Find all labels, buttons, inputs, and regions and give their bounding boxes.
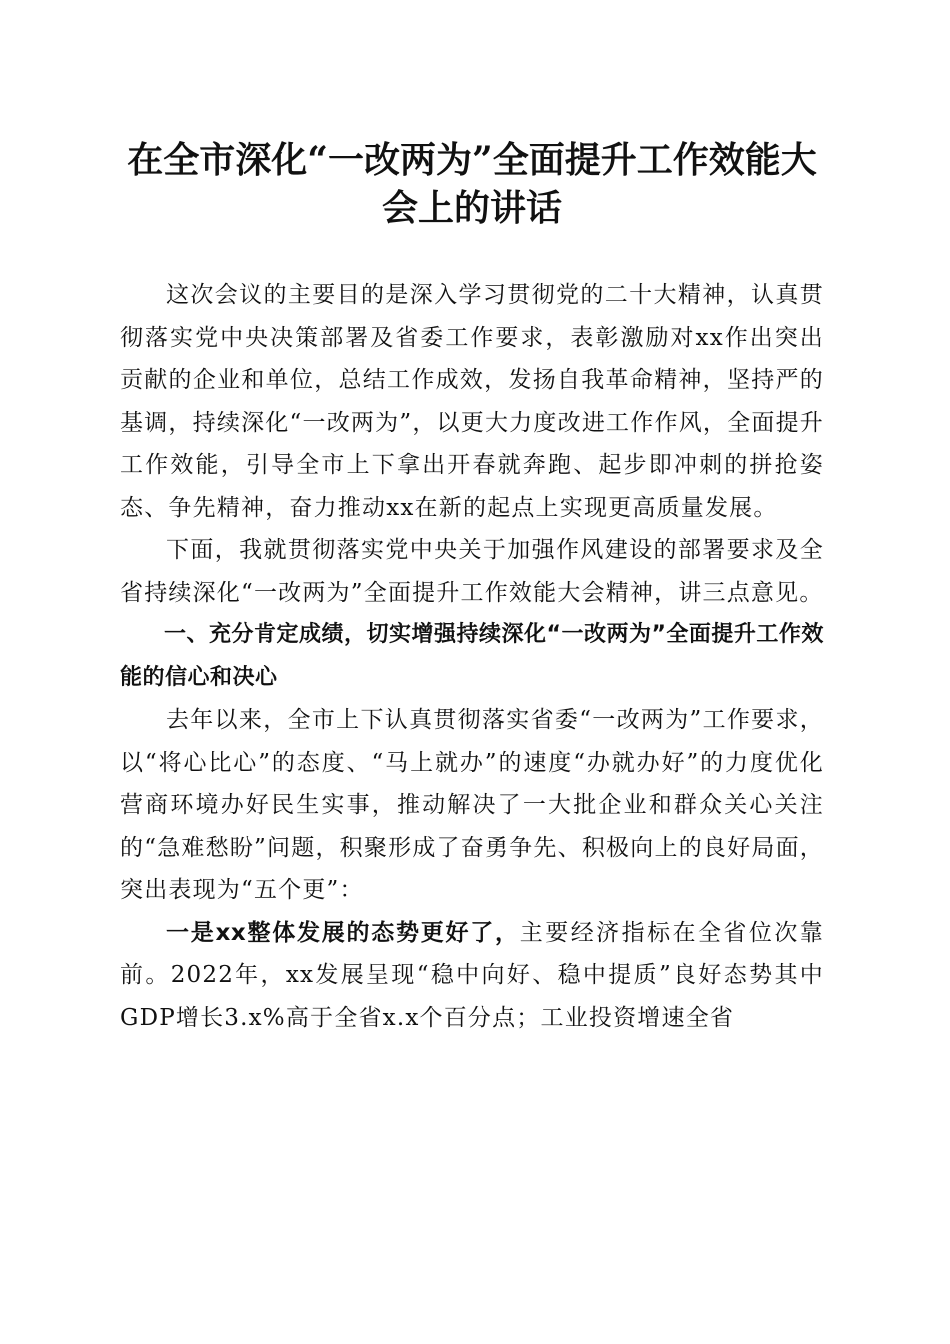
section-1-paragraph-2 xyxy=(120,912,824,1040)
body-paragraph-intro: 这次会议的主要目的是深入学习贯彻党的二十大精神，认真贯彻落实党中央决策部署及省委工作要求，表彰激励对xx作出突出贡献的企业和单位，总结工作成效，发扬自我革命精神，坚持严的基调，持续深化“一改两为”，以更大力度改进工作作风，全面提升工作效能，引导全市上下拿出开春就奔跑、起步即冲刺的拼抢姿态、争先精神，奋力推动xx在新的起点上实现更高质量发展。 xyxy=(120,282,824,521)
paragraph-body-text: 主要经济指标在全省位次靠前。2022年，xx发展呈现“稳中向好、稳中提质”良好态势其中GDP增长3.x%高于全省x.x个百分点；工业投资增速全省 xyxy=(120,919,825,1031)
section-1-paragraph-1: 去年以来，全市上下认真贯彻落实省委“一改两为”工作要求，以“将心比心”的态度、“马上就办”的速度“办就办好”的力度优化营商环境办好民生实事，推动解决了一大批企业和群众关心关注的“急难愁盼”问题，积聚形成了奋勇争先、积极向上的良好局面，突出表现为“五个更”： xyxy=(120,707,824,903)
body-paragraph-outline: 下面，我就贯彻落实党中央关于加强作风建设的部署要求及全省持续深化“一改两为”全面提升工作效能大会精神，讲三点意见。 xyxy=(120,537,824,606)
paragraph-lead-phrase: 一是xx整体发展的态势更好了， xyxy=(166,919,520,946)
document-title: 在全市深化“一改两为”全面提升工作效能大会上的讲话 xyxy=(127,139,817,229)
section-heading-1: 一、充分肯定成绩，切实增强持续深化“一改两为”全面提升工作效能的信心和决心 xyxy=(120,622,824,690)
